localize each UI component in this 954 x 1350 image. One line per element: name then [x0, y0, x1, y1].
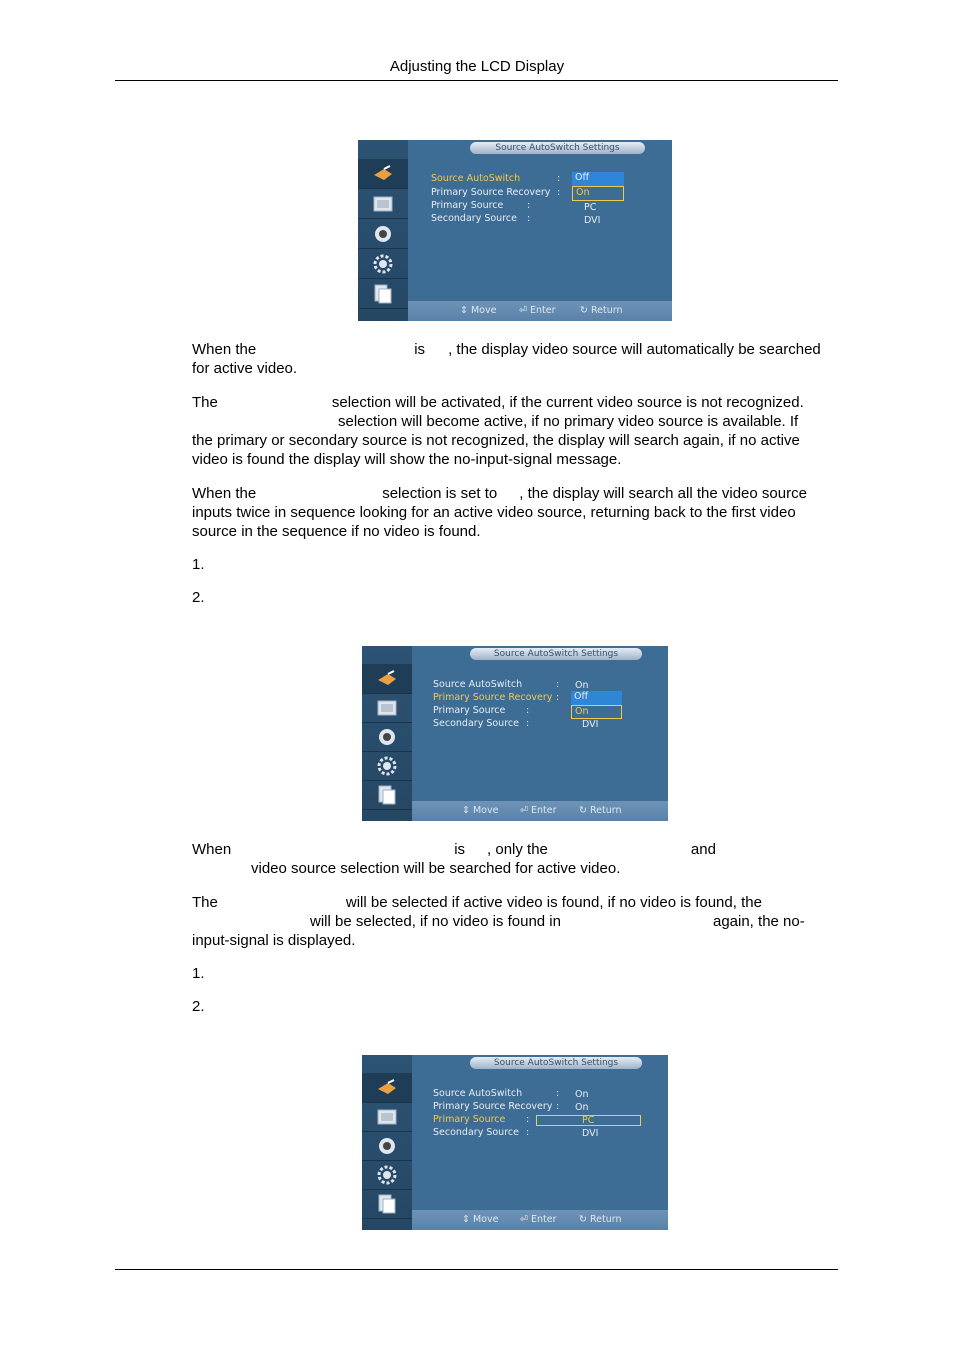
osd-sidebar — [358, 140, 408, 321]
list-item-2: 2. — [192, 589, 205, 606]
colon: : — [557, 187, 561, 198]
osd-title: Source AutoSwitch Settings — [470, 1057, 642, 1069]
menu-item-autoswitch[interactable]: Source AutoSwitch — [431, 173, 521, 184]
input-icon — [358, 159, 408, 189]
list-item-2: 2. — [192, 998, 205, 1015]
paragraph-1: When the is , the display video source will automatically be searched — [192, 341, 821, 358]
osd-sidebar — [362, 1055, 412, 1230]
menu-item-primary[interactable]: Primary Source — [431, 200, 504, 211]
move-hint: ⇕ Move — [462, 805, 499, 816]
colon: : — [556, 692, 560, 703]
colon: : — [527, 200, 531, 211]
paragraph-4-line2: video source selection will be searched for active video. — [251, 860, 621, 877]
header-rule — [115, 80, 838, 81]
return-hint: ↻ Return — [579, 805, 622, 816]
value-autoswitch-on: On — [575, 680, 589, 691]
input-icon — [362, 1073, 412, 1103]
value-pc: PC — [584, 202, 597, 213]
colon: : — [556, 1101, 560, 1112]
menu-item-secondary[interactable]: Secondary Source — [433, 718, 519, 729]
osd-screenshot-3 — [362, 1055, 668, 1230]
value-recovery-on: On — [575, 1102, 589, 1113]
paragraph-1-cont: for active video. — [192, 360, 298, 377]
picture-icon — [362, 1102, 412, 1132]
osd-footer — [412, 801, 668, 821]
menu-item-primary[interactable]: Primary Source — [433, 1114, 506, 1125]
option-on-selected[interactable]: On — [571, 705, 622, 719]
menu-item-recovery[interactable]: Primary Source Recovery — [431, 187, 551, 198]
sound-icon — [358, 219, 408, 249]
osd-footer — [408, 301, 672, 321]
input-icon — [362, 664, 412, 694]
value-pc-selected[interactable]: PC — [582, 1115, 595, 1126]
value-dvi: DVI — [584, 215, 601, 226]
move-hint: ⇕ Move — [460, 305, 497, 316]
sound-icon — [362, 722, 412, 752]
osd-title: Source AutoSwitch Settings — [470, 648, 642, 660]
option-off[interactable]: Off — [571, 691, 622, 705]
picture-icon — [362, 693, 412, 723]
osd-screenshot-2 — [362, 646, 668, 821]
return-hint: ↻ Return — [580, 305, 623, 316]
menu-item-autoswitch[interactable]: Source AutoSwitch — [433, 679, 523, 690]
multi-control-icon — [358, 279, 408, 309]
menu-item-recovery[interactable]: Primary Source Recovery — [433, 1101, 553, 1112]
colon: : — [557, 173, 561, 184]
menu-item-secondary[interactable]: Secondary Source — [431, 213, 517, 224]
value-dvi: DVI — [582, 719, 599, 730]
menu-item-autoswitch[interactable]: Source AutoSwitch — [433, 1088, 523, 1099]
colon: : — [526, 718, 530, 729]
paragraph-5: The will be selected if active video is found, if no video is found, the — [192, 894, 762, 911]
return-hint: ↻ Return — [579, 1214, 622, 1225]
colon: : — [526, 1127, 530, 1138]
value-autoswitch-on: On — [575, 1089, 589, 1100]
move-hint: ⇕ Move — [462, 1214, 499, 1225]
setup-icon — [362, 1160, 412, 1190]
paragraph-3: When the selection is set to , the display will search all the video source — [192, 485, 807, 502]
paragraph-5-line3: input-signal is displayed. — [192, 932, 356, 949]
colon: : — [556, 1088, 560, 1099]
colon: : — [556, 679, 560, 690]
colon: : — [526, 1114, 530, 1125]
osd-screenshot-1 — [358, 140, 672, 321]
picture-icon — [358, 189, 408, 219]
setup-icon — [362, 751, 412, 781]
colon: : — [526, 705, 530, 716]
paragraph-4: When is , only the and — [192, 841, 716, 858]
paragraph-2: The selection will be activated, if the current video source is not recognized. — [192, 394, 804, 411]
paragraph-2-line2: selection will become active, if no primary video source is available. If — [338, 413, 799, 430]
paragraph-5-line2: will be selected, if no video is found in again, the no- — [310, 913, 805, 930]
paragraph-2-line4: video is found the display will show the no-input-signal message. — [192, 451, 622, 468]
enter-hint: ⏎ Enter — [520, 805, 557, 816]
osd-title: Source AutoSwitch Settings — [470, 142, 645, 154]
enter-hint: ⏎ Enter — [519, 305, 556, 316]
menu-item-recovery[interactable]: Primary Source Recovery — [433, 692, 553, 703]
enter-hint: ⏎ Enter — [520, 1214, 557, 1225]
list-item-1: 1. — [192, 556, 205, 573]
header-title: Adjusting the LCD Display — [389, 58, 565, 75]
osd-sidebar — [362, 646, 412, 821]
osd-footer — [412, 1210, 668, 1230]
colon: : — [527, 213, 531, 224]
paragraph-2-line3: the primary or secondary source is not recognized, the display will search again, if no active — [192, 432, 800, 449]
menu-item-primary[interactable]: Primary Source — [433, 705, 506, 716]
paragraph-3-line2: inputs twice in sequence looking for an active video source, returning back to the first video — [192, 504, 796, 521]
paragraph-3-line3: source in the sequence if no video is found. — [192, 523, 481, 540]
list-item-1: 1. — [192, 965, 205, 982]
sound-icon — [362, 1131, 412, 1161]
option-off[interactable]: Off — [572, 172, 624, 186]
footer-rule — [115, 1269, 838, 1270]
menu-item-secondary[interactable]: Secondary Source — [433, 1127, 519, 1138]
multi-control-icon — [362, 1189, 412, 1219]
option-on-selected[interactable]: On — [572, 186, 624, 201]
multi-control-icon — [362, 780, 412, 810]
value-dvi: DVI — [582, 1128, 599, 1139]
setup-icon — [358, 249, 408, 279]
